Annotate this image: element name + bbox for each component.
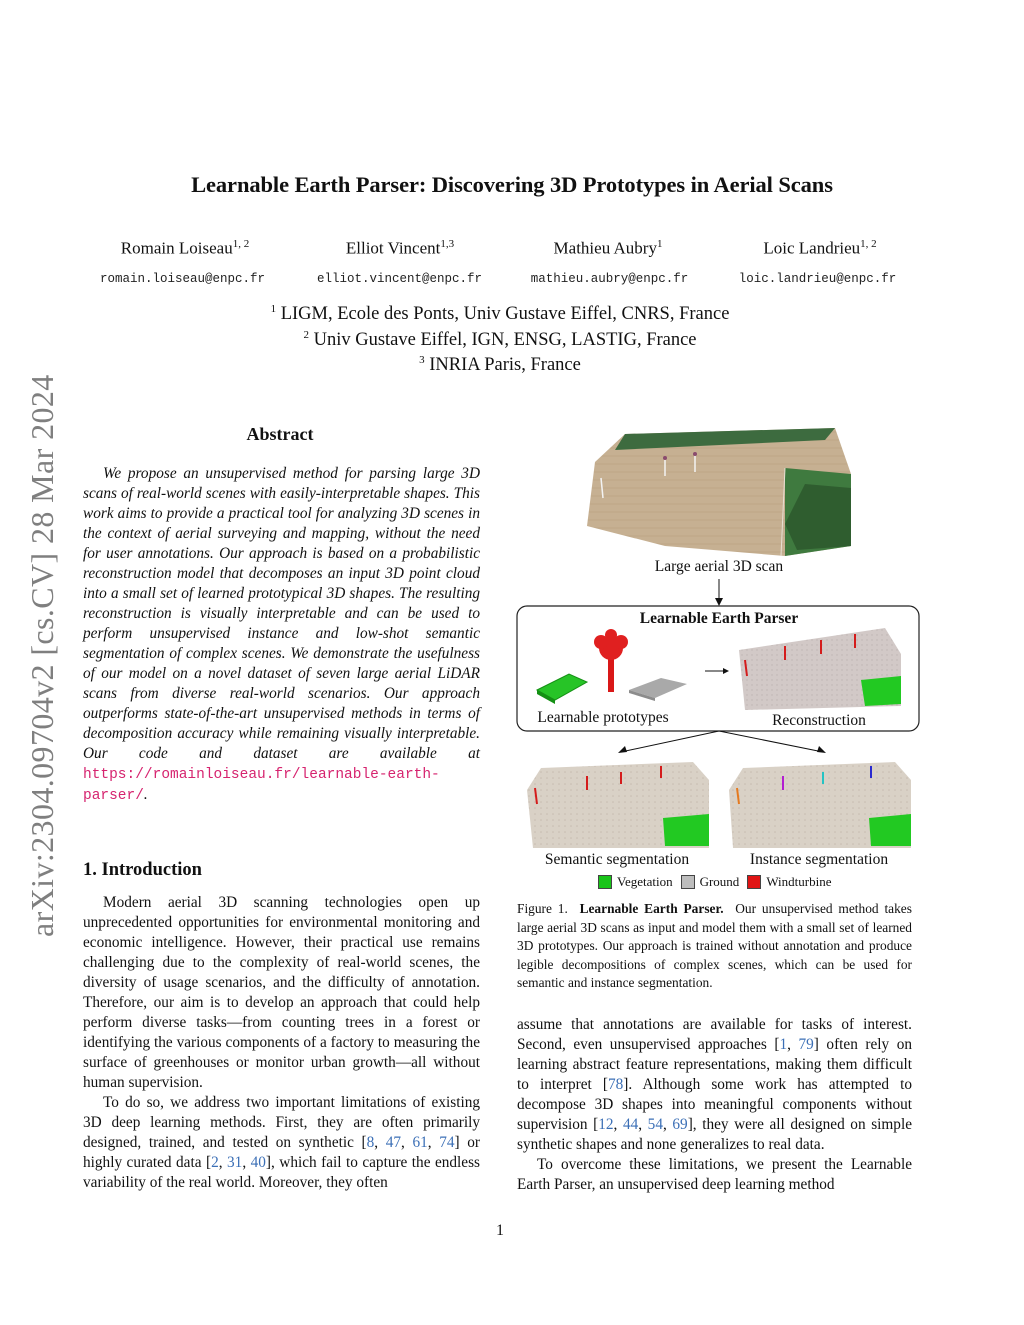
- author-2: Elliot Vincent$^{1,3}$: [345, 238, 455, 258]
- abstract-body: We propose an unsupervised method for parsing large 3D scans of real-world scenes with easily-interpretable shapes. This work aims to provide a practical tool for analyzing 3D scenes in the context of aerial surveying and mapping, without the need for user annotations. Our approach is based on a probabilistic reconstruction model that decomposes an input 3D point cloud into a small set of learned prototypical 3D shapes. The resulting reconstruction is visually interpretable and can be used to perform unsupervised instance and low-shot semantic segmentation of complex scenes. We demonstrate the usefulness of our model on a novel dataset of seven large aerial LiDAR scans from diverse real-world scenarios. Our approach outperforms state-of-the-art unsupervised methods in terms of decomposition accuracy while remaining visually interpretable. Our code and dataset are available at https://romainloiseau.fr/learnable-earth-parser/.: [83, 465, 480, 804]
- author-2-email: elliot.vincent@enpc.fr: [316, 272, 483, 286]
- section-heading-introduction: 1. Introduction: [83, 860, 202, 880]
- label-semantic-segmentation: Semantic segmentation: [544, 851, 690, 868]
- legend-swatch: [598, 875, 612, 889]
- code-link[interactable]: https://romainloiseau.fr/learnable-earth-parser/: [83, 767, 440, 804]
- legend-item-windturbine: Windturbine: [747, 874, 831, 890]
- intro-col2-p2: To overcome these limitations, we present the Learnable Earth Parser, an unsupervised deep learning method: [517, 1156, 912, 1193]
- abstract-text: We propose an unsupervised method for parsing large 3D scans of real-world scenes with easily-interpretable shapes. This work aims to provide a practical tool for analyzing 3D scenes in the context of aerial surveying and mapping, without the need for user annotations. Our approach is based on a probabilistic reconstruction model that decomposes an input 3D point cloud into a small set of learned prototypical 3D shapes. The resulting reconstruction is visually interpretable and can be used to perform unsupervised instance and low-shot semantic segmentation of complex scenes. We demonstrate the usefulness of our model on a novel dataset of seven large aerial LiDAR scans from diverse real-world scenarios. Our approach outperforms state-of-the-art unsupervised methods in terms of decomposition accuracy while remaining visually interpretable. Our code and dataset are available at: [83, 465, 480, 762]
- legend-item-ground: Ground: [681, 874, 740, 890]
- citation-link[interactable]: 2: [211, 1154, 219, 1171]
- intro-column-2: [517, 1015, 912, 1195]
- page-number: 1: [496, 1222, 504, 1239]
- citation-link[interactable]: 69: [672, 1116, 688, 1133]
- author-4: Loic Landrieu$^{1, 2}$: [763, 238, 877, 258]
- legend-swatch: [681, 875, 695, 889]
- semantic-segmentation-image: [527, 762, 709, 848]
- paper-title: Learnable Earth Parser: Discovering 3D Prototypes in Aerial Scans: [191, 172, 833, 197]
- citation-link[interactable]: 31: [227, 1154, 243, 1171]
- reconstruction-image: [739, 628, 901, 710]
- author-3-email: mathieu.aubry@enpc.fr: [530, 272, 689, 286]
- figure-caption: Figure 1. Learnable Earth Parser. Our unsupervised method takes large aerial 3D scans as input and model them with a small set of learned 3D prototypes. Our approach is trained without annotation and produce legible decompositions of complex scenes, which can be used for semantic and instance segmentation.: [517, 901, 912, 990]
- arxiv-identifier: arXiv:2304.09704v2 [cs.CV] 28 Mar 2024: [24, 374, 60, 937]
- label-instance-segmentation: Instance segmentation: [749, 851, 889, 868]
- label-learnable-prototypes: Learnable prototypes: [537, 709, 669, 726]
- affiliation-2: $^2$ Univ Gustave Eiffel, IGN, ENSG, LASTIG, France: [303, 329, 697, 351]
- author-1: Romain Loiseau$^{1, 2}$: [120, 238, 250, 258]
- intro-col2-p1: assume that annotations are available for tasks of interest. Second, even unsupervised approaches [1, 79] often rely on learning abstract feature representations, making them difficult to interpret [78]. Although some work has attempted to decompose 3D shapes into meaningful components without supervision [12, 44, 54, 69], they were all designed on simple synthetic shapes and none generalizes to real data.: [517, 1016, 912, 1153]
- author-1-email: romain.loiseau@enpc.fr: [99, 272, 266, 286]
- figure-legend: [598, 874, 840, 890]
- citation-link[interactable]: 78: [607, 1076, 624, 1093]
- instance-segmentation-image: [729, 762, 911, 848]
- abstract-heading: Abstract: [246, 424, 314, 444]
- prototype-ground: [629, 678, 687, 701]
- label-large-aerial-scan: Large aerial 3D scan: [654, 558, 784, 575]
- intro-paragraph-1: [83, 893, 480, 1193]
- citation-link[interactable]: 40: [250, 1154, 266, 1171]
- legend-item-vegetation: Vegetation: [598, 874, 673, 890]
- citation-link[interactable]: 61: [412, 1134, 428, 1151]
- citation-link[interactable]: 8: [366, 1134, 375, 1151]
- figure-1: [515, 428, 925, 892]
- affiliation-1: $^1$ LIGM, Ecole des Ponts, Univ Gustave Eiffel, CNRS, France: [270, 303, 730, 325]
- citation-link[interactable]: 47: [385, 1134, 402, 1151]
- citation-link[interactable]: 74: [439, 1134, 455, 1151]
- author-3: Mathieu Aubry$^1$: [553, 238, 663, 258]
- intro-p2: To do so, we address two important limitations of existing 3D deep learning methods. First, they are often primarily designed, trained, and tested on synthetic [8, 47, 61, 74] or highly curated data [2, 31, 40], which fail to capture the endless variability of the real world. Moreover, they often: [83, 1094, 480, 1191]
- citation-link[interactable]: 79: [798, 1036, 814, 1053]
- citation-link[interactable]: 1: [779, 1036, 788, 1053]
- citation-link[interactable]: 12: [598, 1116, 614, 1133]
- citation-link[interactable]: 54: [647, 1116, 663, 1133]
- label-learnable-earth-parser: Learnable Earth Parser: [639, 610, 799, 627]
- aerial-scan-image: [587, 428, 851, 556]
- legend-swatch: [747, 875, 761, 889]
- affiliation-3: $^3$ INRIA Paris, France: [419, 354, 581, 376]
- intro-p1: Modern aerial 3D scanning technologies open up unprecedented opportunities for environmental monitoring and economic intelligence. However, their practical use remains challenging due to the complexity of real-world scenes, the diversity of usage scenarios, and the difficulty of annotation. Therefore, our aim is to develop an approach that could help perform diverse tasks—from counting trees in a forest or identifying the various components of a factory to measuring the surface of greenhouses or monitor urban growth—all without human supervision.: [83, 894, 480, 1091]
- citation-link[interactable]: 44: [622, 1116, 639, 1133]
- author-4-email: loic.landrieu@enpc.fr: [738, 272, 897, 286]
- label-reconstruction: Reconstruction: [772, 712, 866, 729]
- prototype-vegetation: [537, 674, 587, 704]
- prototype-windturbine: [594, 629, 628, 692]
